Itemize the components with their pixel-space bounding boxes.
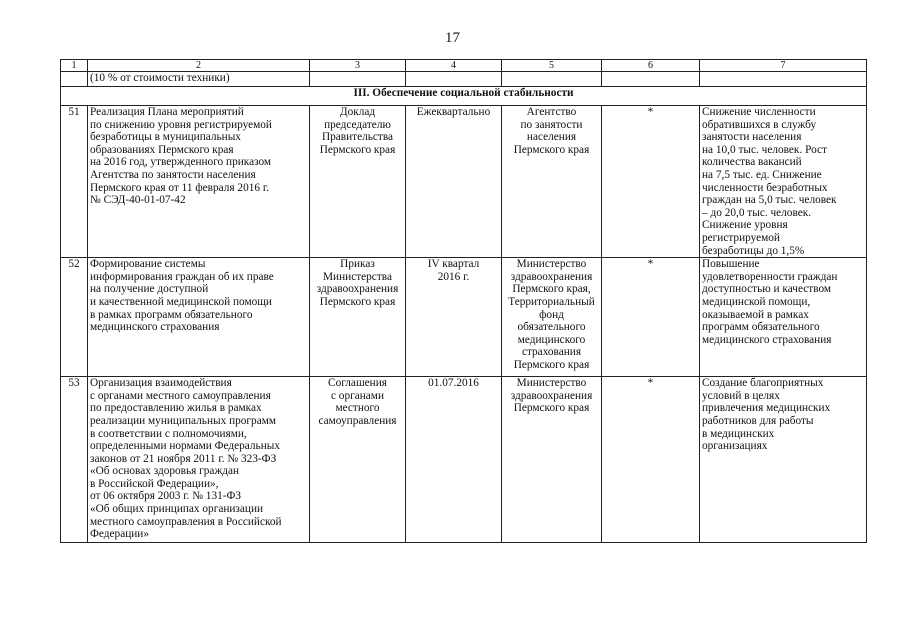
column-number: 4: [406, 60, 502, 72]
column-number: 5: [502, 60, 602, 72]
result-cell: Создание благоприятных условий в целях привлечения медицинских работников для работы в медицинских организациях: [700, 377, 867, 543]
result-cell: Повышение удовлетворенности граждан доступностью и качеством медицинской помощи, оказываемой в рамках программ обязательного медицинского страхования: [700, 258, 867, 377]
deadline-cell: IV квартал 2016 г.: [406, 258, 502, 377]
funding-cell: *: [602, 258, 700, 377]
measure-cell: Формирование системы информирования граждан об их праве на получение доступной и качественной медицинской помощи в рамках программ обязательного медицинского страхования: [88, 258, 310, 377]
section-row: [61, 87, 867, 106]
column-number: 2: [88, 60, 310, 72]
column-number: 1: [61, 60, 88, 72]
executor-cell: Министерство здравоохранения Пермского края, Территориальный фонд обязательного медицинского страхования Пермского края: [502, 258, 602, 377]
funding-cell: *: [602, 106, 700, 258]
measures-table: [60, 59, 867, 543]
measure-cell: Организация взаимодействия с органами местного самоуправления по предоставлению жилья в рамках реализации муниципальных программ в соответствии с полномочиями, определенными нормами Федеральных законов от 21 ноября 2011 г. № 323-ФЗ «Об основах здоровья граждан в Российской Федерации», от 06 октября 2003 г. № 131-ФЗ «Об общих принципах организации местного самоуправления в Российской Федерации»: [88, 377, 310, 543]
document-cell: Соглашения с органами местного самоуправления: [310, 377, 406, 543]
deadline-cell: 01.07.2016: [406, 377, 502, 543]
row-number: 51: [61, 106, 88, 258]
table-row: [61, 377, 867, 543]
column-number: 7: [700, 60, 867, 72]
table-row: [61, 106, 867, 258]
funding-cell: *: [602, 377, 700, 543]
column-numbers-row: [61, 60, 867, 72]
continuation-text: (10 % от стоимости техники): [88, 72, 310, 87]
column-number: 6: [602, 60, 700, 72]
document-cell: Доклад председателю Правительства Пермского края: [310, 106, 406, 258]
table-row: [61, 258, 867, 377]
column-number: 3: [310, 60, 406, 72]
section-title: III. Обеспечение социальной стабильности: [61, 87, 867, 106]
result-cell: Снижение численности обратившихся в службу занятости населения на 10,0 тыс. человек. Рост количества вакансий на 7,5 тыс. ед. Снижение численности безработных граждан на 5,0 тыс. человек – до 20,0 тыс. человек. Снижение уровня регистрируемой безработицы до 1,5%: [700, 106, 867, 258]
measure-cell: Реализация Плана мероприятий по снижению уровня регистрируемой безработицы в муниципальных образованиях Пермского края на 2016 год, утвержденного приказом Агентства по занятости населения Пермского края от 11 февраля 2016 г. № СЭД-40-01-07-42: [88, 106, 310, 258]
page-number: 17: [445, 30, 460, 46]
continuation-row: [61, 72, 867, 87]
row-number: 53: [61, 377, 88, 543]
executor-cell: Министерство здравоохранения Пермского края: [502, 377, 602, 543]
row-number: 52: [61, 258, 88, 377]
deadline-cell: Ежеквартально: [406, 106, 502, 258]
document-cell: Приказ Министерства здравоохранения Пермского края: [310, 258, 406, 377]
executor-cell: Агентство по занятости населения Пермского края: [502, 106, 602, 258]
